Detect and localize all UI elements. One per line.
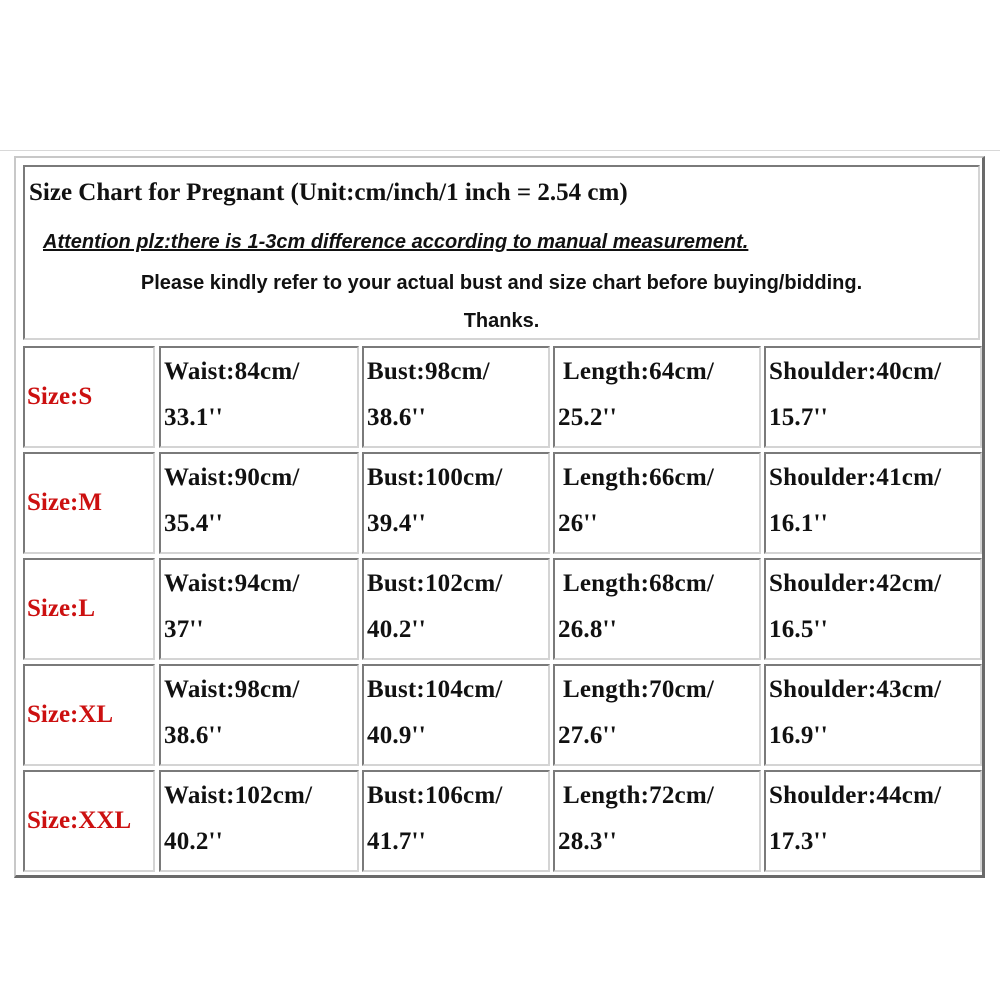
shoulder-cm: Shoulder:42cm/ — [769, 570, 942, 597]
bust-cell — [362, 452, 550, 554]
length-cm: Length:64cm/ — [563, 358, 714, 385]
waist-inch: 37'' — [164, 616, 204, 643]
waist-cm: Waist:94cm/ — [164, 570, 300, 597]
length-inch: 27.6'' — [558, 722, 617, 749]
size-label-cell — [23, 346, 155, 448]
chart-title: Size Chart for Pregnant (Unit:cm/inch/1 inch = 2.54 cm) — [29, 179, 628, 206]
length-cm: Length:72cm/ — [563, 782, 714, 809]
waist-cell — [159, 664, 359, 766]
shoulder-inch: 17.3'' — [769, 828, 828, 855]
shoulder-inch: 16.5'' — [769, 616, 828, 643]
bust-cm: Bust:98cm/ — [367, 358, 490, 385]
waist-cm: Waist:98cm/ — [164, 676, 300, 703]
shoulder-cell — [764, 452, 982, 554]
bust-cell — [362, 770, 550, 872]
shoulder-cell — [764, 770, 982, 872]
length-inch: 28.3'' — [558, 828, 617, 855]
size-label-cell — [23, 770, 155, 872]
length-cell — [553, 452, 761, 554]
waist-cell — [159, 452, 359, 554]
bust-cm: Bust:104cm/ — [367, 676, 503, 703]
size-label-cell — [23, 452, 155, 554]
length-cell — [553, 558, 761, 660]
bust-inch: 38.6'' — [367, 404, 426, 431]
bust-cell — [362, 346, 550, 448]
size-label: Size:M — [27, 489, 102, 516]
waist-cm: Waist:102cm/ — [164, 782, 313, 809]
size-label: Size:XXL — [27, 807, 132, 834]
waist-cm: Waist:84cm/ — [164, 358, 300, 385]
waist-cell — [159, 346, 359, 448]
waist-cell — [159, 770, 359, 872]
shoulder-inch: 15.7'' — [769, 404, 828, 431]
size-chart-table — [14, 156, 985, 878]
waist-inch: 40.2'' — [164, 828, 223, 855]
length-inch: 26.8'' — [558, 616, 617, 643]
bust-cell — [362, 664, 550, 766]
bust-inch: 39.4'' — [367, 510, 426, 537]
length-inch: 26'' — [558, 510, 598, 537]
waist-inch: 33.1'' — [164, 404, 223, 431]
bust-cm: Bust:106cm/ — [367, 782, 503, 809]
thanks-note: Thanks. — [463, 310, 540, 332]
size-label: Size:XL — [27, 701, 114, 728]
shoulder-cell — [764, 558, 982, 660]
waist-cell — [159, 558, 359, 660]
length-cell — [553, 346, 761, 448]
size-chart-header — [23, 165, 980, 340]
top-divider — [0, 150, 1000, 151]
shoulder-cm: Shoulder:40cm/ — [769, 358, 942, 385]
shoulder-cell — [764, 664, 982, 766]
bust-cm: Bust:100cm/ — [367, 464, 503, 491]
shoulder-inch: 16.1'' — [769, 510, 828, 537]
length-inch: 25.2'' — [558, 404, 617, 431]
shoulder-cm: Shoulder:44cm/ — [769, 782, 942, 809]
bust-inch: 40.9'' — [367, 722, 426, 749]
length-cm: Length:66cm/ — [563, 464, 714, 491]
bust-inch: 41.7'' — [367, 828, 426, 855]
attention-note: Attention plz:there is 1-3cm difference according to manual measurement. — [43, 231, 749, 253]
bust-inch: 40.2'' — [367, 616, 426, 643]
length-cell — [553, 664, 761, 766]
length-cm: Length:70cm/ — [563, 676, 714, 703]
bust-cm: Bust:102cm/ — [367, 570, 503, 597]
waist-inch: 38.6'' — [164, 722, 223, 749]
size-label: Size:S — [27, 383, 93, 410]
length-cell — [553, 770, 761, 872]
waist-cm: Waist:90cm/ — [164, 464, 300, 491]
waist-inch: 35.4'' — [164, 510, 223, 537]
length-cm: Length:68cm/ — [563, 570, 714, 597]
size-label: Size:L — [27, 595, 96, 622]
size-label-cell — [23, 664, 155, 766]
shoulder-cm: Shoulder:41cm/ — [769, 464, 942, 491]
shoulder-cm: Shoulder:43cm/ — [769, 676, 942, 703]
size-label-cell — [23, 558, 155, 660]
shoulder-cell — [764, 346, 982, 448]
refer-note: Please kindly refer to your actual bust and size chart before buying/bidding. — [140, 272, 863, 294]
shoulder-inch: 16.9'' — [769, 722, 828, 749]
bust-cell — [362, 558, 550, 660]
